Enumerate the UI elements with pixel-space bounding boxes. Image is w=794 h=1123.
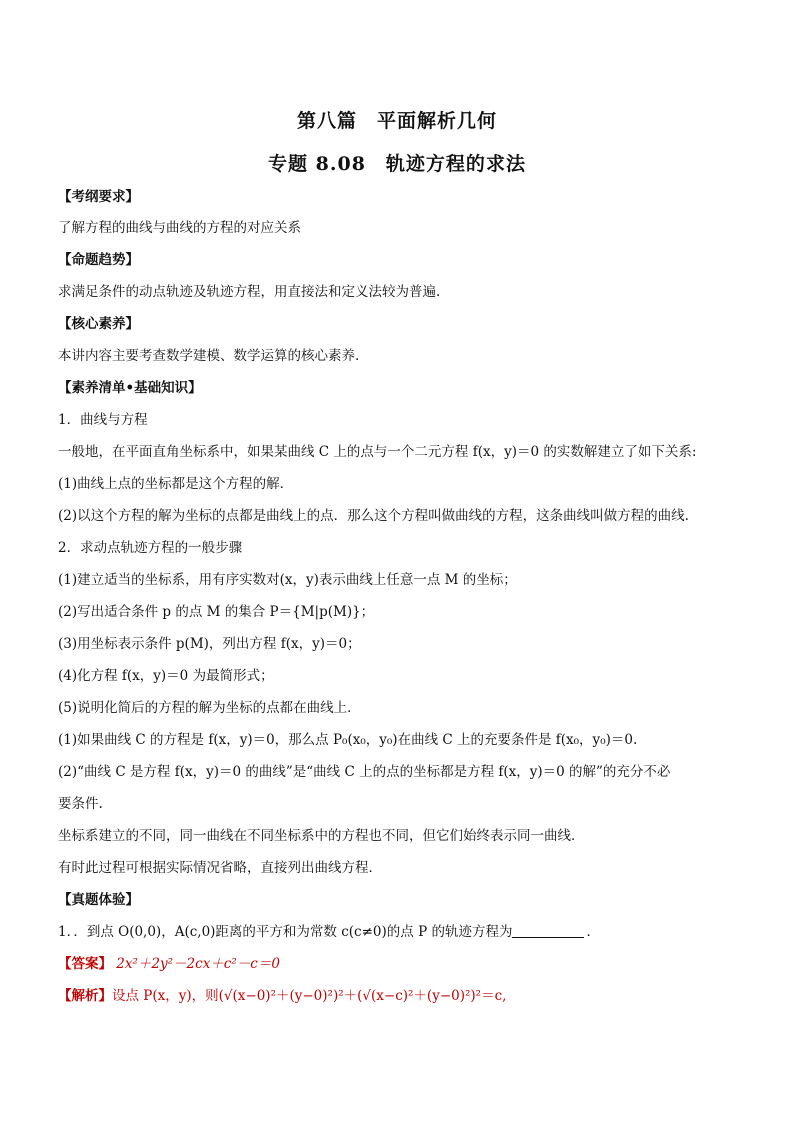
basics-line: (2)以这个方程的解为坐标的点都是曲线上的点．那么这个方程叫做曲线的方程，这条曲线叫做方程的曲线. [58,508,689,524]
answer-tag: 【答案】 [58,956,112,972]
part-title: 第八篇 平面解析几何 [296,110,497,132]
core-literacy-text: 本讲内容主要考查数学建模、数学运算的核心素养. [58,348,360,364]
basics-line: 2．求动点轨迹方程的一般步骤 [58,540,243,556]
topic-title: 专题 8.08 轨迹方程的求法 [268,153,526,175]
exam-requirements-text: 了解方程的曲线与曲线的方程的对应关系 [58,220,301,236]
basics-line: (1)曲线上点的坐标都是这个方程的解． [58,476,294,492]
basics-line: (1)建立适当的坐标系，用有序实数对(x，y)表示曲线上任意一点 M 的坐标； [58,572,517,588]
basics-line: (3)用坐标表示条件 p(M)，列出方程 f(x，y)＝0； [58,636,361,652]
trend-text: 求满足条件的动点轨迹及轨迹方程，用直接法和定义法较为普遍. [58,284,441,300]
answer-text: 2x²＋2y²－2cx＋c²－c＝0 [116,956,280,972]
basics-line: (1)如果曲线 C 的方程是 f(x，y)＝0，那么点 P₀(x₀，y₀)在曲线 C 上的充要条件是 f(x₀，y₀)＝0. [58,732,638,748]
analysis-line [58,986,738,1006]
basics-line: 1．曲线与方程 [58,412,148,428]
question-1 [58,922,738,942]
answer-blank [512,923,584,938]
question-1-end: ． [586,924,600,940]
basics-line: (2)写出适合条件 p 的点 M 的集合 P＝{M|p(M)}； [58,604,375,620]
basics-line: (2)“曲线 C 是方程 f(x，y)＝0 的曲线”是“曲线 C 上的点的坐标都是方程 f(x，y)＝0 的解”的充分不必 [58,764,671,780]
basics-line: (4)化方程 f(x，y)＝0 为最简形式； [58,668,274,684]
basics-line: 要条件. [58,796,103,812]
basics-line: (5)说明化简后的方程的解为坐标的点都在曲线上． [58,700,361,716]
basics-header: 【素养清单•基础知识】 [58,380,202,396]
basics-line: 有时此过程可根据实际情况省略，直接列出曲线方程． [58,860,382,876]
core-literacy-header: 【核心素养】 [58,316,139,332]
exam-requirements-header: 【考纲要求】 [58,189,139,205]
question-1-text: 1．．到点 O(0,0)，A(c,0)距离的平方和为常数 c(c≠0)的点 P 的轨迹方程为 [58,924,513,940]
practice-header: 【真题体验】 [58,892,139,908]
analysis-tag: 【解析】 [58,988,112,1004]
answer-line [58,954,738,974]
analysis-text: 设点 P(x，y)，则(√(x−0)²＋(y−0)²)²＋(√(x−c)²＋(y−0)²)²＝c, [112,988,507,1004]
basics-line: 坐标系建立的不同，同一曲线在不同坐标系中的方程也不同，但它们始终表示同一曲线． [58,828,585,844]
basics-line: 一般地，在平面直角坐标系中，如果某曲线 C 上的点与一个二元方程 f(x，y)＝0 的实数解建立了如下关系: [58,444,697,460]
trend-header: 【命题趋势】 [58,252,139,268]
